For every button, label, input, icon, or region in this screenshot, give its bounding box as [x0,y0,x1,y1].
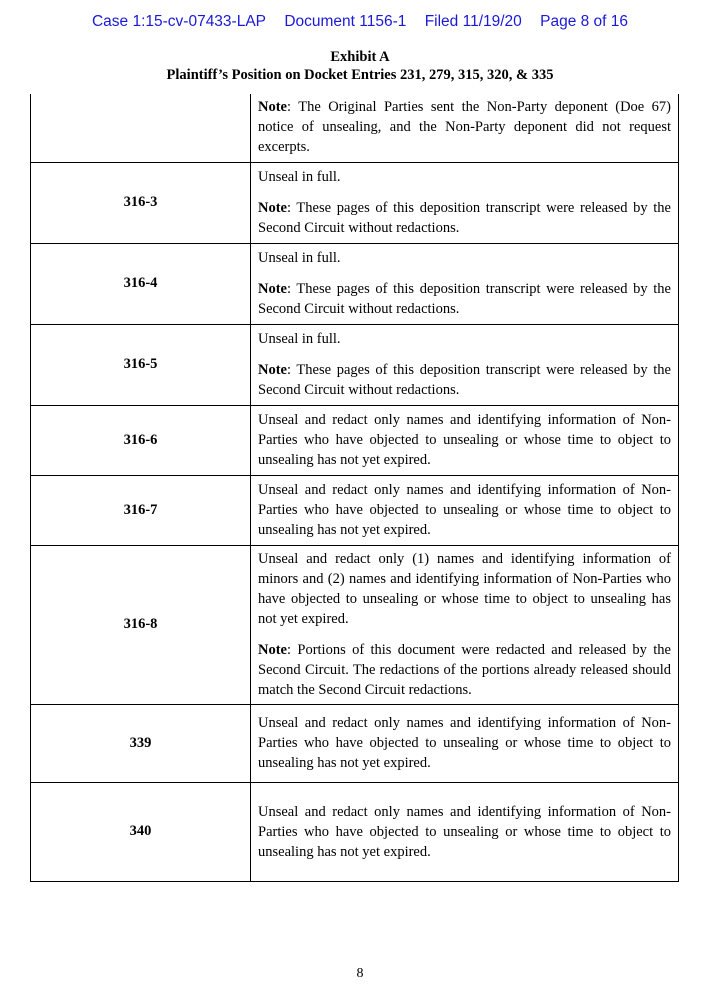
position-paragraph: Unseal and redact only (1) names and identifying information of minors and (2) names and identifying information of Non-Parties who have objected to unsealing or whose time to object to unsealing has not yet expired. [258,551,671,627]
case-number: Case 1:15-cv-07433-LAP [91,13,267,30]
document-number: Document 1156-1 [284,13,407,30]
position-text [251,704,679,782]
table-row [31,782,679,881]
note-paragraph: Note: These pages of this deposition transcript were released by the Second Circuit without redactions. [258,200,671,236]
table-row [31,704,679,782]
position-text [251,405,679,475]
position-text [251,94,679,162]
docket-table [30,94,679,882]
table-row [31,545,679,704]
position-text [251,545,679,704]
note-paragraph: Note: These pages of this deposition transcript were released by the Second Circuit without redactions. [258,362,671,398]
exhibit-title: Exhibit A [330,49,390,65]
position-paragraph: Unseal and redact only names and identifying information of Non-Parties who have objected to unsealing or whose time to object to unsealing has not yet expired. [258,715,671,771]
docket-entry: 339 [31,704,251,782]
position-paragraph: Unseal in full. [258,331,341,347]
docket-entry: 316-6 [31,405,251,475]
exhibit-subtitle: Plaintiff’s Position on Docket Entries 231, 279, 315, 320, & 335 [166,67,554,83]
position-paragraph: Unseal and redact only names and identifying information of Non-Parties who have objected to unsealing or whose time to object to unsealing has not yet expired. [258,412,671,468]
docket-entry: 316-4 [31,243,251,324]
position-paragraph: Unseal and redact only names and identifying information of Non-Parties who have objected to unsealing or whose time to object to unsealing has not yet expired. [258,803,671,860]
position-text [251,782,679,881]
table-row [31,243,679,324]
docket-entry: 316-7 [31,475,251,545]
note-paragraph: Note: The Original Parties sent the Non-Party deponent (Doe 67) notice of unsealing, and the Non-Party deponent did not request excerpts. [258,99,671,156]
docket-entry [31,94,251,162]
exhibit-heading [0,48,720,84]
position-paragraph: Unseal and redact only names and identifying information of Non-Parties who have objected to unsealing or whose time to object to unsealing has not yet expired. [258,482,671,538]
position-paragraph: Unseal in full. [258,250,341,266]
note-label: Note [258,281,287,297]
position-text [251,324,679,405]
position-text [251,162,679,243]
note-paragraph: Note: These pages of this deposition transcript were released by the Second Circuit without redactions. [258,281,671,317]
note-label: Note [258,642,287,658]
table-row [31,324,679,405]
table-row [31,162,679,243]
position-text [251,243,679,324]
docket-entry: 316-5 [31,324,251,405]
note-label: Note [258,200,287,216]
docket-entry: 340 [31,782,251,881]
table-row [31,475,679,545]
page-number: 8 [356,966,364,981]
note-label: Note [258,362,287,378]
page-indicator: Page 8 of 16 [540,13,629,30]
docket-entry: 316-8 [31,545,251,704]
docket-entry: 316-3 [31,162,251,243]
table-row [31,405,679,475]
note-label: Note [258,99,287,116]
position-paragraph: Unseal in full. [258,169,341,185]
position-text [251,475,679,545]
table-row [31,94,679,162]
filed-date: Filed 11/19/20 [424,13,522,30]
court-header [0,13,720,31]
note-paragraph: Note: Portions of this document were redacted and released by the Second Circuit. The redactions of the portions already released should match the Second Circuit redactions. [258,642,671,698]
